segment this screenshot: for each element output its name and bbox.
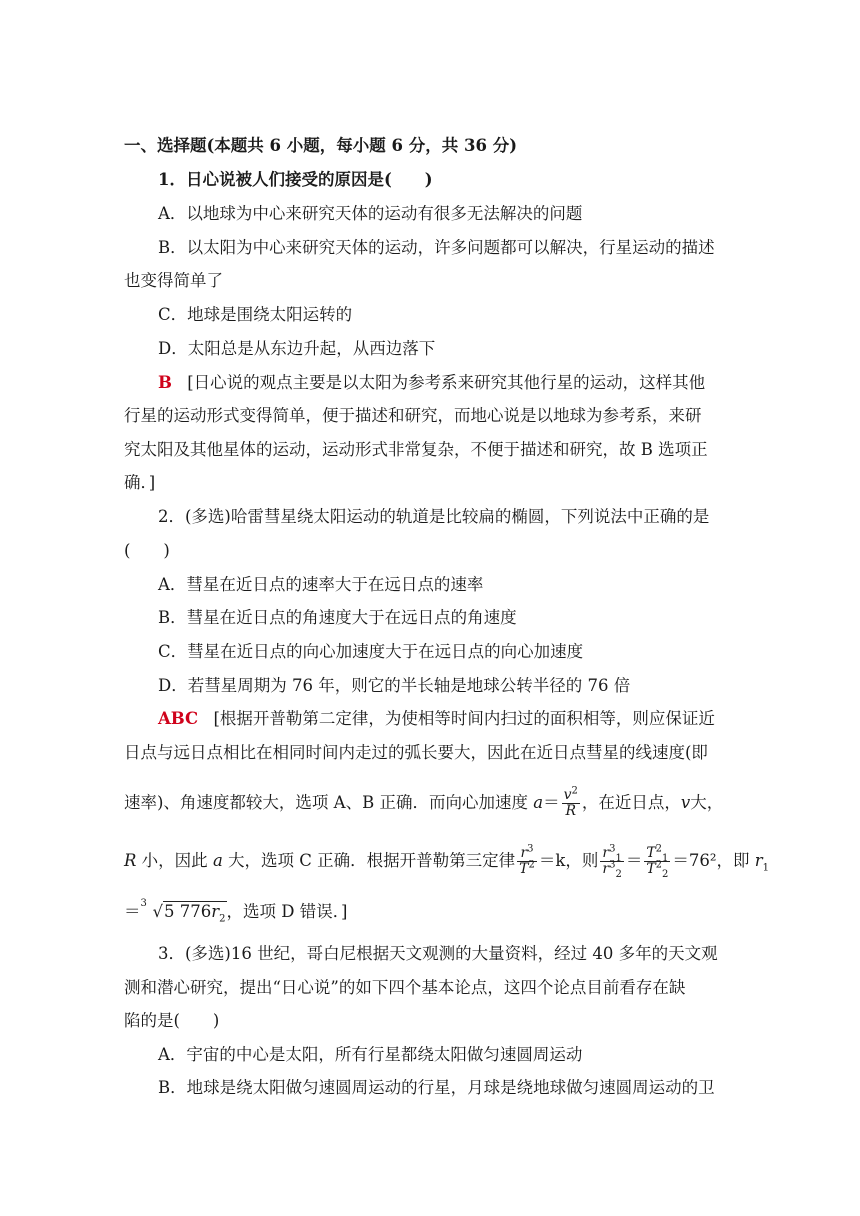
- q2-explanation-line3: 速率)、角速度都较大，选项 A、B 正确．而向心加速度 a＝ $\frac{v^2}{R}$ ，在近日点，v大，: [124, 785, 724, 819]
- q2-exp4-text-d: ＝76²，即: [672, 851, 755, 870]
- q2-option-c: C．彗星在近日点的向心加速度大于在远日点的向心加速度: [158, 642, 584, 661]
- formula-r1-over-r2: $\frac{r^3_1}{r^3_2}$: [602, 843, 622, 880]
- q2-option-a: A．彗星在近日点的速率大于在远日点的速率: [158, 575, 484, 594]
- q2-explanation-text1: [根据开普勒第二定律，为使相等时间内扫过的面积相等，则应保证近: [213, 709, 715, 728]
- q2-exp3-text-a: 速率)、角速度都较大，选项 A、B 正确．而向心加速度: [124, 793, 534, 812]
- q3-option-a: A．宇宙的中心是太阳，所有行星都绕太阳做匀速圆周运动: [158, 1045, 583, 1064]
- section-title: 一、选择题(本题共 6 小题，每小题 6 分，共 36 分): [124, 136, 518, 155]
- q2-explanation-line2: 日点与远日点相比在相同时间内走过的弧长要大，因此在近日点彗星的线速度(即: [124, 743, 708, 762]
- q1-explanation-text1: [日心说的观点主要是以太阳为参考系来研究其他行星的运动，这样其他: [187, 373, 706, 392]
- q3-stem-line2: 测和潜心研究，提出“日心说”的如下四个基本论点，这四个论点目前看存在缺: [124, 978, 686, 997]
- q2-exp5-text-a: ＝: [124, 902, 141, 921]
- q2-exp4-text-a: 小，因此: [136, 851, 213, 870]
- q1-explanation-line4: 确．]: [124, 473, 156, 492]
- q2-exp4-text-b: 大，选项 C 正确．根据开普勒第三定律: [222, 851, 516, 870]
- root-index: 3: [140, 898, 147, 909]
- q3-option-b: B．地球是绕太阳做匀速圆周运动的行星，月球是绕地球做匀速圆周运动的卫: [158, 1078, 715, 1097]
- q2-explanation-line1: [158, 708, 778, 730]
- q1-explanation-line1: [158, 372, 778, 394]
- q2-option-b: B．彗星在近日点的角速度大于在远日点的角速度: [158, 608, 517, 627]
- q1-option-c: C．地球是围绕太阳运转的: [158, 305, 353, 324]
- q2-exp3-text-c: 大，: [690, 793, 724, 812]
- q2-answer: ABC: [158, 709, 199, 728]
- q2-explanation-line5: [124, 898, 744, 925]
- q1-stem: 1．日心说被人们接受的原因是( ): [158, 170, 433, 189]
- q1-option-b-line1: B．以太阳为中心来研究天体的运动，许多问题都可以解决，行星运动的描述: [158, 238, 715, 257]
- q1-option-b-line2: 也变得简单了: [124, 271, 223, 290]
- q1-option-a: A．以地球为中心来研究天体的运动有很多无法解决的问题: [158, 204, 583, 223]
- q2-exp4-text-c: ＝k，则: [538, 851, 599, 870]
- q1-option-d: D．太阳总是从东边升起，从西边落下: [158, 339, 436, 358]
- q2-explanation-line4: R 小，因此 a 大，选项 C 正确．根据开普勒第三定律 $\frac{r^3}{T^2}$ ＝k，则 $\frac{r^3_1}{r^3_2}$ ＝ $\frac{T^2_1}{T^2_2}$ ＝76²，即 $r_1$: [124, 843, 770, 880]
- formula-v2-over-r: $\frac{v^2}{R}$: [563, 785, 578, 819]
- q3-stem-line1: 3．(多选)16 世纪，哥白尼根据天文观测的大量资料，经过 40 多年的天文观: [158, 944, 718, 963]
- q2-option-d: D．若彗星周期为 76 年，则它的半长轴是地球公转半径的 76 倍: [158, 676, 631, 695]
- q2-stem-line2: ( ): [124, 541, 170, 560]
- q2-exp3-text-b: ，在近日点，: [581, 793, 681, 812]
- q2-exp5-text-b: ，选项 D 错误．]: [226, 902, 348, 921]
- formula-r3-over-t2: $\frac{r^3}{T^2}$: [519, 843, 535, 877]
- q3-stem-line3: 陷的是( ): [124, 1011, 220, 1030]
- formula-t1-over-t2: $\frac{T^2_1}{T^2_2}$: [646, 843, 669, 880]
- radicand: 5 776: [164, 902, 212, 921]
- q1-explanation-line3: 究太阳及其他星体的运动，运动形式非常复杂，不便于描述和研究，故 B 选项正: [124, 440, 708, 459]
- q2-stem-line1: 2．(多选)哈雷彗星绕太阳运动的轨道是比较扁的椭圆，下列说法中正确的是: [158, 507, 710, 526]
- cube-root: 3 √5 $776r_2$: [141, 901, 227, 923]
- q1-explanation-line2: 行星的运动形式变得简单，便于描述和研究，而地心说是以地球为参考系，来研: [124, 406, 702, 425]
- q1-answer: B: [158, 373, 172, 392]
